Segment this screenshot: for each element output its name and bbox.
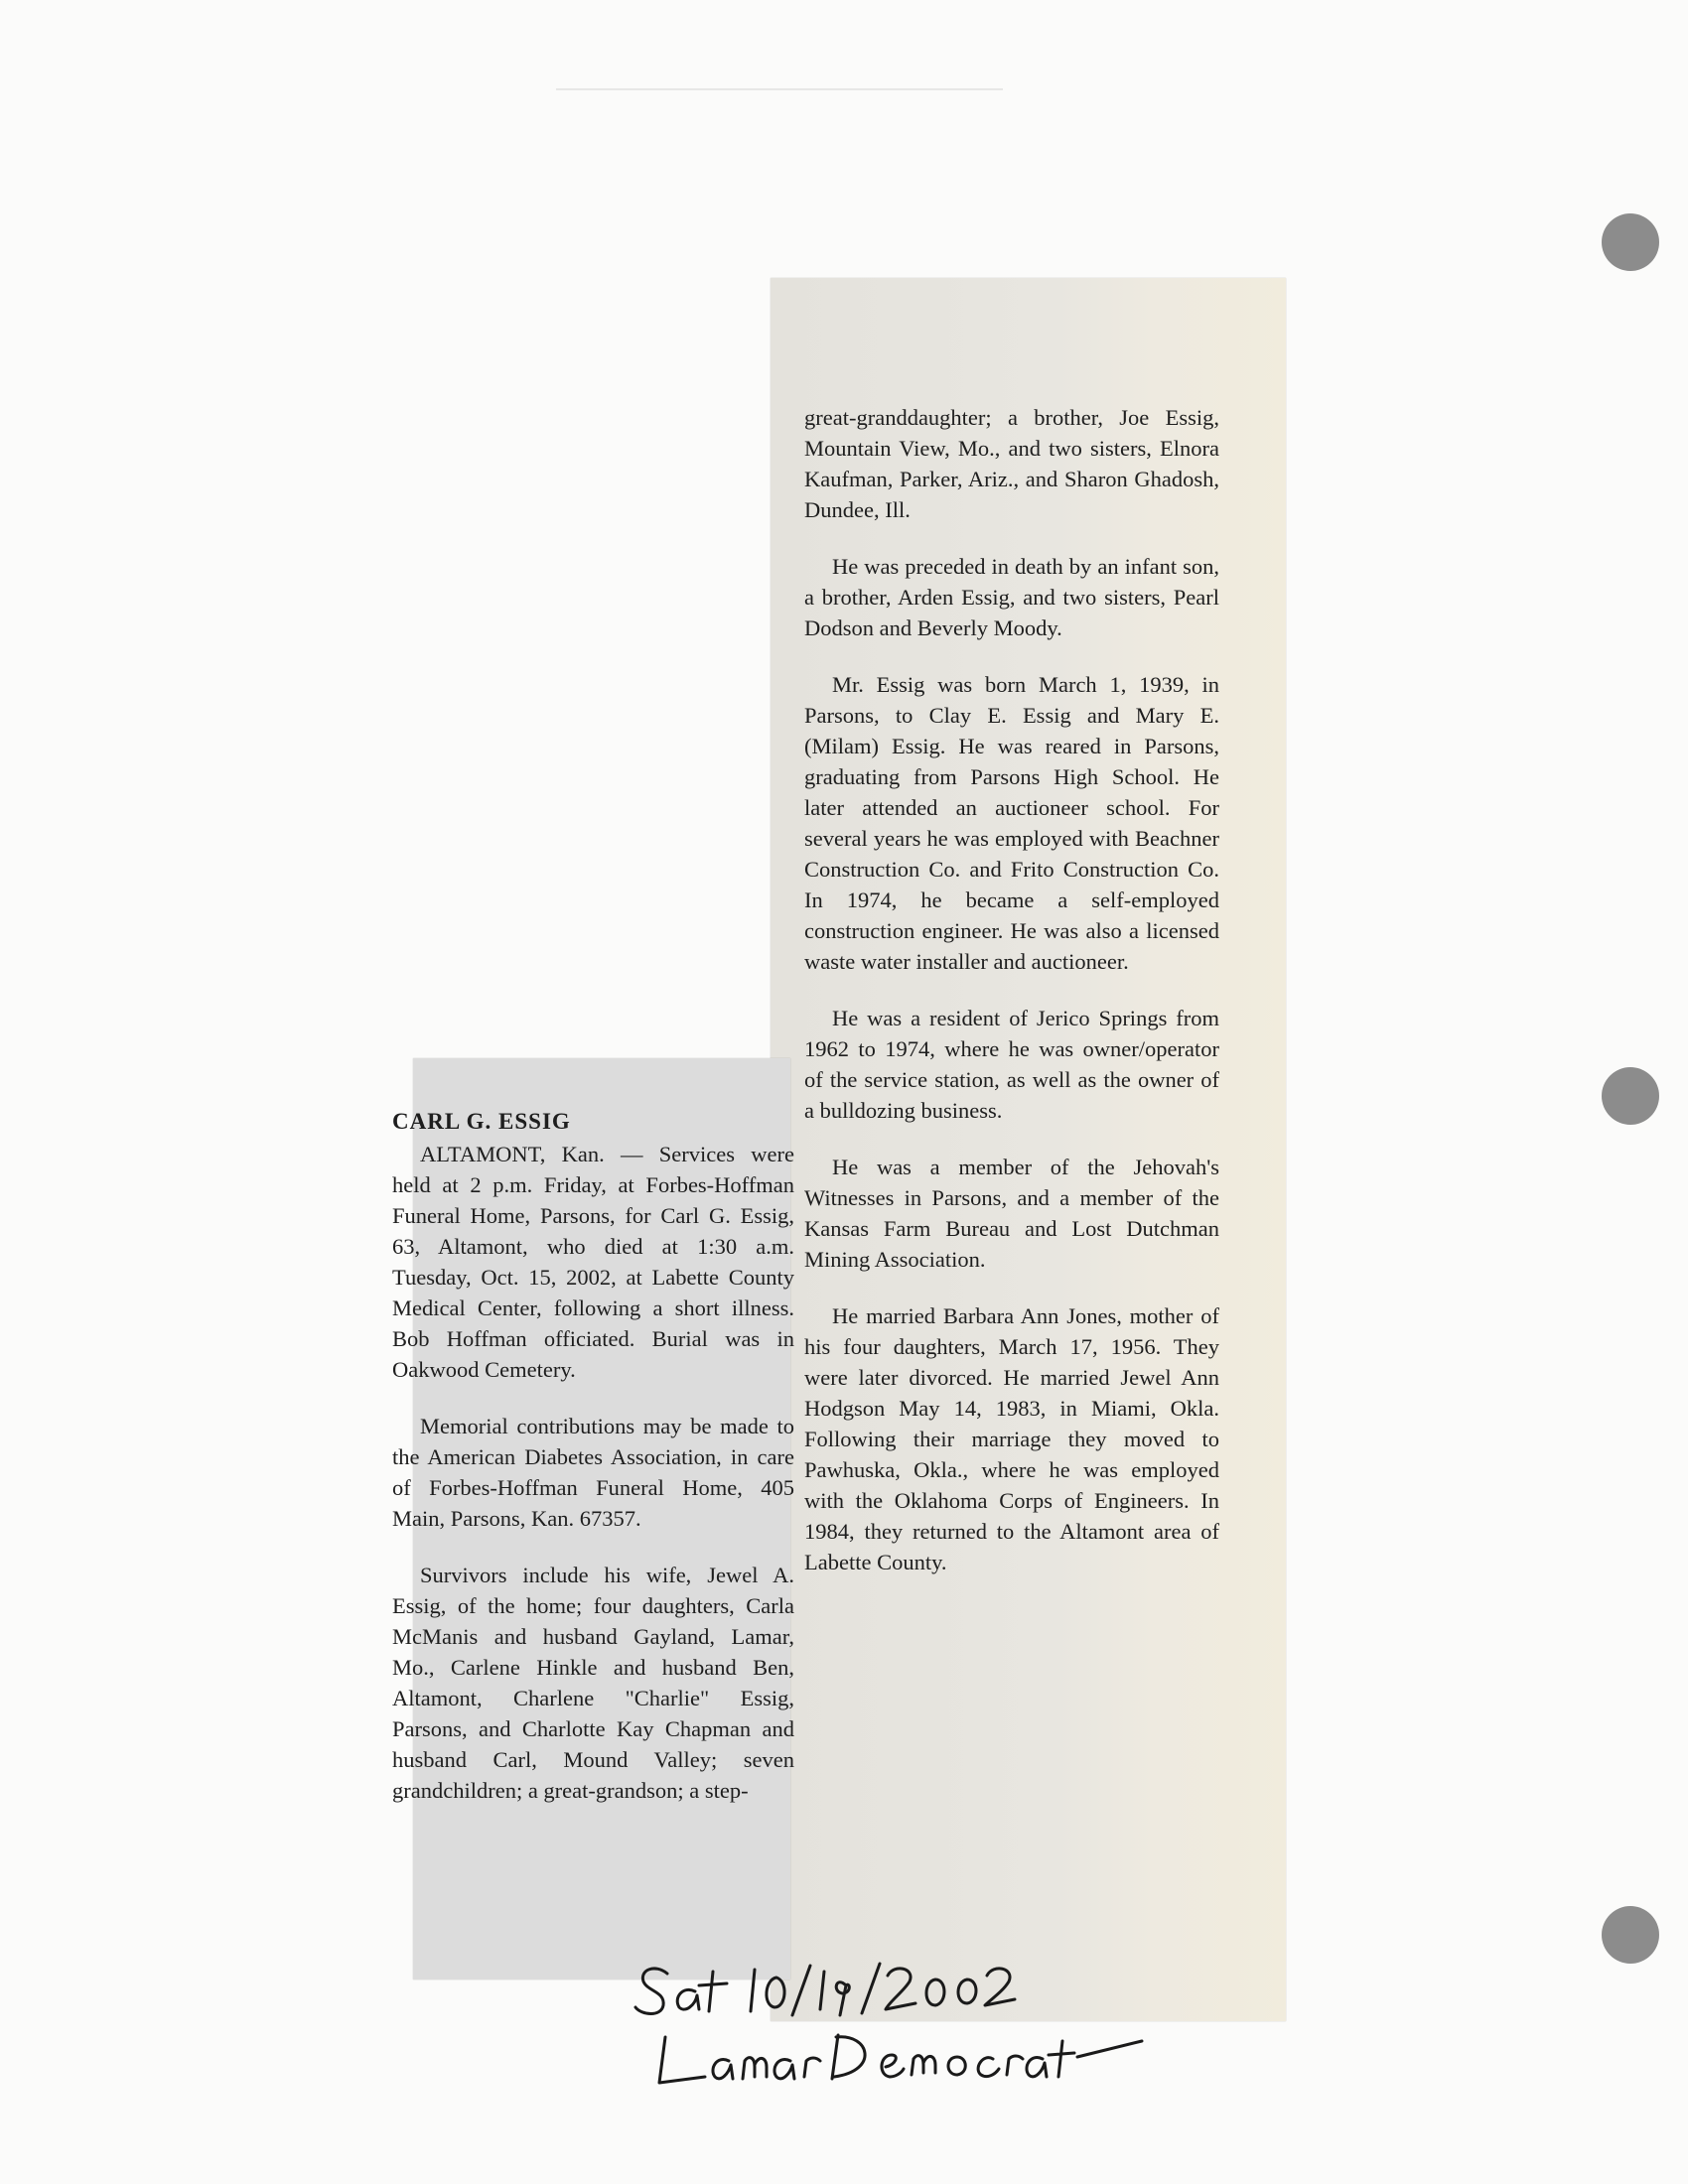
binder-hole-top	[1602, 213, 1659, 271]
obituary-paragraph: Survivors include his wife, Jewel A. Essig, of the home; four daughters, Carla McManis and husband Gayland, Lamar, Mo., Carlene Hinkle and husband Ben, Altamont, Charlene "Charlie" Essig, Parsons, and Charlotte Kay Chapman and husband Carl, Mound Valley; seven grandchildren; a great-grandson; a step-	[392, 1563, 794, 1803]
obituary-paragraph: He was a resident of Jerico Springs from 1962 to 1974, where he was owner/operator of the service station, as well as the owner of a bulldozing business.	[804, 1006, 1219, 1123]
obituary-dateline: ALTAMONT, Kan. — Services were held at 2 p.m. Friday, at Forbes-Hoffman Funeral Home, Parsons, for Carl G. Essig, 63, Altamont, who died at 1:30 a.m. Tuesday, Oct. 15, 2002, at Labette County Medical Center, following a short illness. Bob Hoffman officiated. Burial was in Oakwood Cemetery.	[392, 1142, 794, 1382]
binder-hole-bottom	[1602, 1906, 1659, 1964]
obituary-paragraph: He married Barbara Ann Jones, mother of his four daughters, March 17, 1956. They were later divorced. He married Jewel Ann Hodgson May 14, 1983, in Miami, Okla. Following their marriage they moved to Pawhuska, Okla., where he was employed with the Oklahoma Corps of Engineers. In 1984, they returned to the Altamont area of Labette County.	[804, 1303, 1219, 1574]
obituary-paragraph: He was preceded in death by an infant son, a brother, Arden Essig, and two sisters, Pearl Dodson and Beverly Moody.	[804, 554, 1219, 640]
obituary-column-right	[804, 402, 1219, 1603]
bleed-through-line	[556, 79, 1013, 99]
obituary-column-left	[392, 1106, 794, 1832]
obituary-paragraph: great-granddaughter; a brother, Joe Essig, Mountain View, Mo., and two sisters, Elnora Kaufman, Parker, Ariz., and Sharon Ghadosh, Dundee, Ill.	[804, 405, 1219, 522]
obituary-paragraph: Mr. Essig was born March 1, 1939, in Parsons, to Clay E. Essig and Mary E. (Milam) Essig. He was reared in Parsons, graduating from Parsons High School. He later attended an auctioneer school. For several years he was employed with Beachner Construction Co. and Frito Construction Co. In 1974, he became a self-employed construction engineer. He was also a licensed waste water installer and auctioneer.	[804, 672, 1219, 974]
obituary-paragraph: Memorial contributions may be made to the American Diabetes Association, in care of Forbes-Hoffman Funeral Home, 405 Main, Parsons, Kan. 67357.	[392, 1414, 794, 1531]
handwritten-date-note	[626, 1946, 1182, 2105]
binder-hole-middle	[1602, 1067, 1659, 1125]
obituary-heading: CARL G. ESSIG	[392, 1109, 571, 1134]
obituary-paragraph: He was a member of the Jehovah's Witnesses in Parsons, and a member of the Kansas Farm Bureau and Lost Dutchman Mining Association.	[804, 1155, 1219, 1272]
